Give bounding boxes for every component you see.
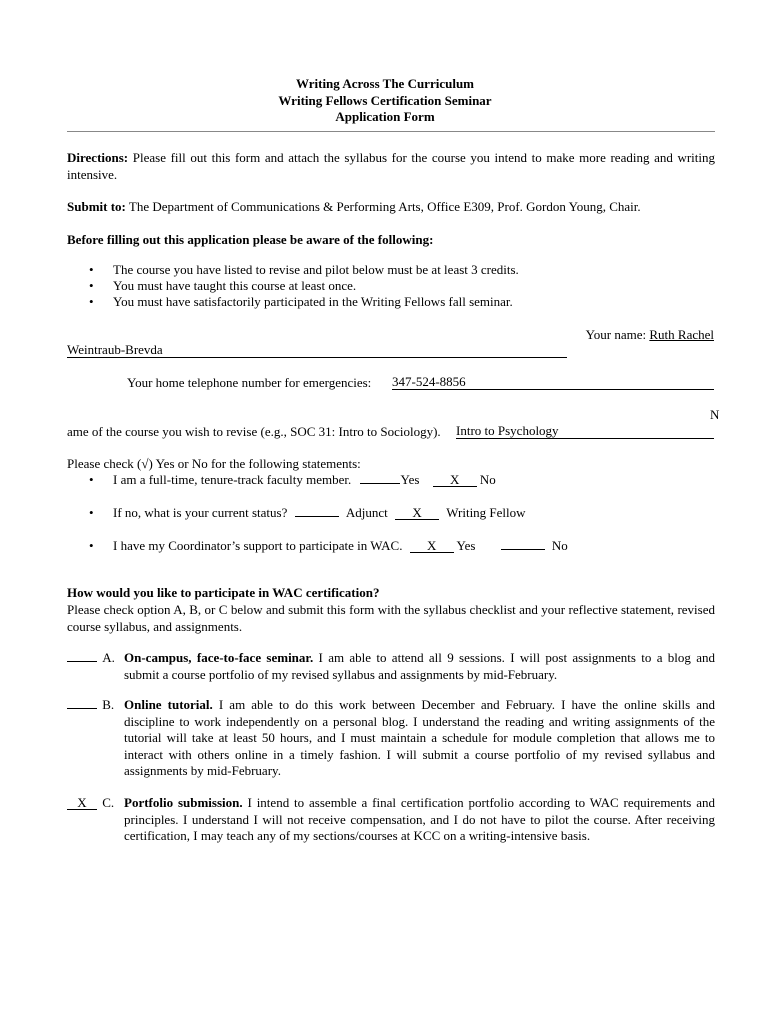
yes-checkbox[interactable] [360, 483, 400, 484]
option-text: I intend to assemble a final certification portfolio according to WAC requirements and principles. I understand I will not receive compensation, and I do not have to pilot the course. After receiving certification, I may teach any of my sections/courses at KCC on a writing-intensive basis. [124, 795, 716, 843]
form-title-line3: Application Form [335, 109, 435, 124]
option-a [124, 650, 715, 683]
checks-intro: Please check (√) Yes or No for the following statements: [67, 456, 361, 471]
no-checkbox[interactable]: X [433, 473, 477, 487]
requirement-item: The course you have listed to revise and pilot below must be at least 3 credits. [113, 262, 519, 277]
option-title: Online tutorial. [124, 697, 213, 712]
option-a-marker [67, 650, 115, 666]
bullet-icon: • [89, 294, 94, 309]
option-text: I am able to attend all 9 sessions. I will post assignments to a blog and submit a course portfolio of my revised syllabus and assignments by mid-February. [124, 650, 715, 682]
requirement-item: You must have satisfactorily participated in the Writing Fellows fall seminar. [113, 294, 513, 309]
name-field-line1 [586, 327, 714, 343]
option-c-marker [67, 795, 114, 811]
phone-label: Your home telephone number for emergencies: [127, 375, 372, 390]
requirement-item: You must have taught this course at least once. [113, 278, 357, 293]
no-label: No [479, 472, 496, 487]
directions-label: Directions: [67, 150, 129, 165]
directions [67, 149, 715, 183]
yes-checkbox[interactable]: X [410, 539, 454, 553]
option-c [124, 795, 715, 845]
adjunct-checkbox[interactable] [295, 516, 339, 517]
submit-text: The Department of Communications & Performing Arts, Office E309, Prof. Gordon Young, Chair. [125, 199, 641, 214]
participation-instructions: Please check option A, B, or C below and submit this form with the syllabus checklist and your reflective statement, revised course syllabus, and assignments. [67, 602, 715, 634]
option-b [124, 697, 715, 780]
check-question-fulltime [113, 472, 496, 488]
directions-text: Please fill out this form and attach the syllabus for the course you intend to make more reading and writing intensive. [67, 150, 715, 182]
name-value-first[interactable]: Ruth Rachel [649, 327, 714, 342]
question-text: If no, what is your current status? [113, 505, 288, 520]
no-label: No [551, 538, 568, 553]
option-letter: C. [102, 795, 115, 810]
question-text: I am a full-time, tenure-track faculty member. [113, 472, 352, 487]
requirements-heading: Before filling out this application please be aware of the following: [67, 232, 434, 247]
option-letter: A. [102, 650, 115, 665]
option-title: On-campus, face-to-face seminar. [124, 650, 314, 665]
header-divider [67, 131, 715, 132]
bullet-icon: • [89, 472, 94, 487]
check-question-coordinator [113, 538, 568, 554]
option-c-checkbox[interactable]: X [67, 796, 97, 810]
form-title-line2: Writing Fellows Certification Seminar [278, 93, 492, 108]
option-a-checkbox[interactable] [67, 661, 97, 662]
course-input[interactable] [456, 424, 714, 439]
yes-label: Yes [456, 538, 476, 553]
name-field-line2[interactable] [67, 343, 567, 358]
option-text: I am able to do this work between December and February. I have the online skills and discipline to work independently on a personal blog. I understand the reading and writing assignments of the tutorial will take at least 50 hours, and I must maintain a schedule for module completion that allows me to interact with others online in a timely fashion. I will submit a course portfolio of my revised syllabus and assignments by mid-February. [124, 697, 715, 778]
option-title: Portfolio submission. [124, 795, 243, 810]
bullet-icon: • [89, 262, 94, 277]
bullet-icon: • [89, 278, 94, 293]
phone-value: 347-524-8856 [392, 374, 466, 389]
fellow-checkbox[interactable]: X [395, 506, 439, 520]
check-question-status [113, 505, 526, 521]
yes-label: Yes [400, 472, 420, 487]
submit-to [67, 198, 715, 215]
bullet-icon: • [89, 538, 94, 553]
phone-input[interactable] [392, 375, 714, 390]
submit-label: Submit to: [67, 199, 126, 214]
question-text: I have my Coordinator’s support to participate in WAC. [113, 538, 403, 553]
participation-heading: How would you like to participate in WAC certification? [67, 585, 380, 600]
bullet-icon: • [89, 505, 94, 520]
option-b-checkbox[interactable] [67, 708, 97, 709]
name-value-last: Weintraub-Brevda [67, 342, 163, 357]
option-b-marker [67, 697, 114, 713]
fellow-label: Writing Fellow [446, 505, 526, 520]
adjunct-label: Adjunct [345, 505, 388, 520]
no-checkbox[interactable] [501, 549, 545, 550]
form-title-line1: Writing Across The Curriculum [295, 76, 475, 91]
name-label: Your name: [585, 327, 647, 342]
course-value: Intro to Psychology [456, 423, 559, 438]
course-label-initial: N [710, 407, 720, 422]
option-letter: B. [102, 697, 115, 712]
course-label: ame of the course you wish to revise (e.g., SOC 31: Intro to Sociology). [67, 424, 441, 439]
